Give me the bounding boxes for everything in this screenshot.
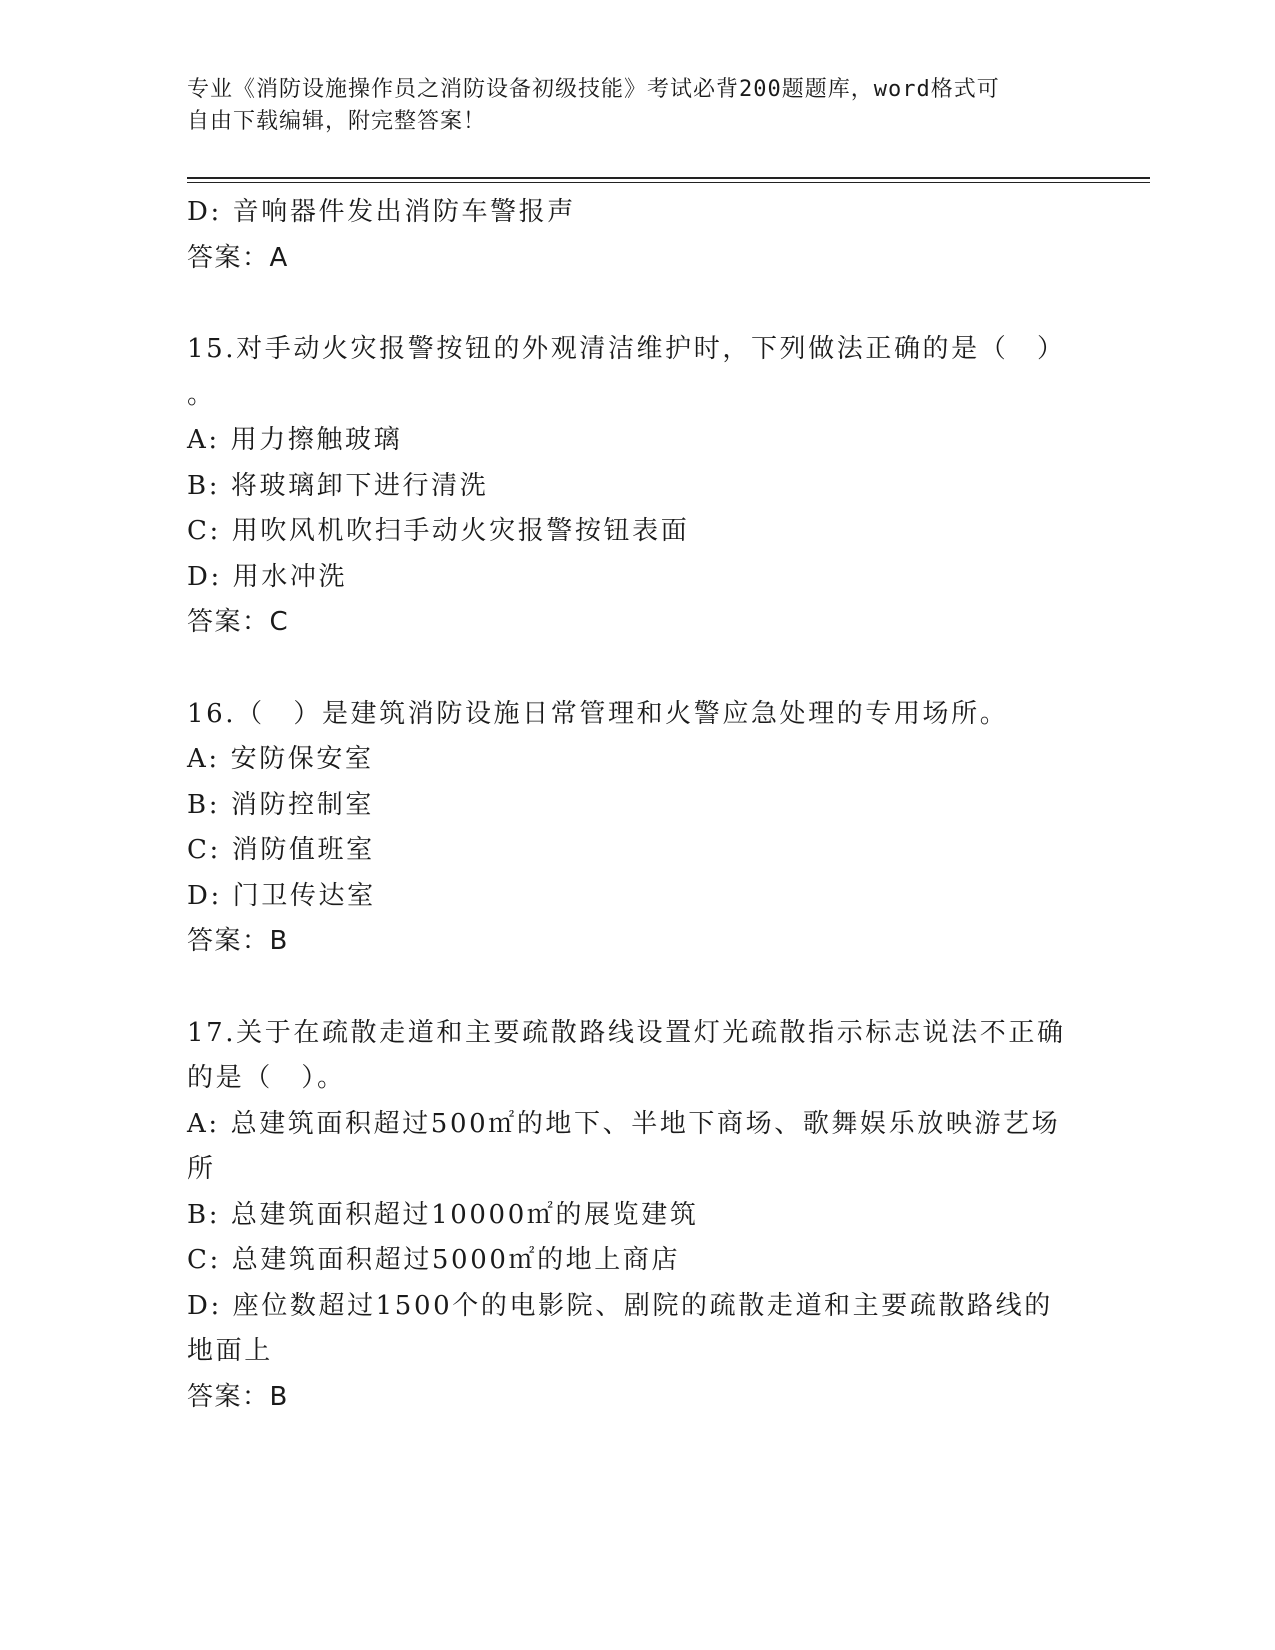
question-17 xyxy=(187,1011,1087,1421)
answer-line: 答案：B xyxy=(187,1381,289,1412)
option-a: A: 总建筑面积超过500㎡的地下、半地下商场、歌舞娱乐放映游艺场 xyxy=(187,1108,1061,1139)
answer-line: 答案：C xyxy=(187,607,290,637)
header-divider-thick xyxy=(187,177,1150,179)
answer-line: 答案：A xyxy=(187,242,289,273)
option-d-cont: 地面上 xyxy=(187,1336,273,1366)
option-d: D: 用水冲洗 xyxy=(187,561,348,592)
question-stem: 15.对手动火灾报警按钮的外观清洁维护时，下列做法正确的是（ ） xyxy=(187,334,1066,364)
header-line-1: 专业《消防设施操作员之消防设备初级技能》考试必背200题题库，word格式可 xyxy=(187,77,1000,102)
document-header xyxy=(187,74,1067,138)
question-stem: 16.（ ）是建筑消防设施日常管理和火警应急处理的专用场所。 xyxy=(187,698,1009,729)
option-b: B: 将玻璃卸下进行清洗 xyxy=(187,470,489,501)
header-divider-thin xyxy=(187,182,1150,183)
option-b: B: 消防控制室 xyxy=(187,789,374,820)
question-15 xyxy=(187,327,1087,646)
option-d: D: 门卫传达室 xyxy=(187,880,376,911)
option-c: C: 用吹风机吹扫手动火灾报警按钮表面 xyxy=(187,516,690,546)
option-d: D: 音响器件发出消防车警报声 xyxy=(187,197,576,227)
question-16 xyxy=(187,692,1087,965)
document-body xyxy=(187,190,1087,1420)
previous-question-tail xyxy=(187,190,1087,281)
header-line-2: 自由下载编辑，附完整答案！ xyxy=(187,109,487,134)
question-stem: 17.关于在疏散走道和主要疏散路线设置灯光疏散指示标志说法不正确 xyxy=(187,1017,1066,1048)
question-stem-cont: 。 xyxy=(187,379,216,410)
option-c: C: 消防值班室 xyxy=(187,835,375,865)
option-a-cont: 所 xyxy=(187,1154,216,1184)
option-d: D: 座位数超过1500个的电影院、剧院的疏散走道和主要疏散路线的 xyxy=(187,1290,1053,1321)
answer-line: 答案：B xyxy=(187,926,289,956)
option-b: B: 总建筑面积超过10000㎡的展览建筑 xyxy=(187,1199,699,1230)
question-stem-cont: 的是（ ）。 xyxy=(187,1063,346,1093)
option-a: A: 安防保安室 xyxy=(187,744,374,774)
option-a: A: 用力擦触玻璃 xyxy=(187,425,403,455)
option-c: C: 总建筑面积超过5000㎡的地上商店 xyxy=(187,1245,681,1275)
